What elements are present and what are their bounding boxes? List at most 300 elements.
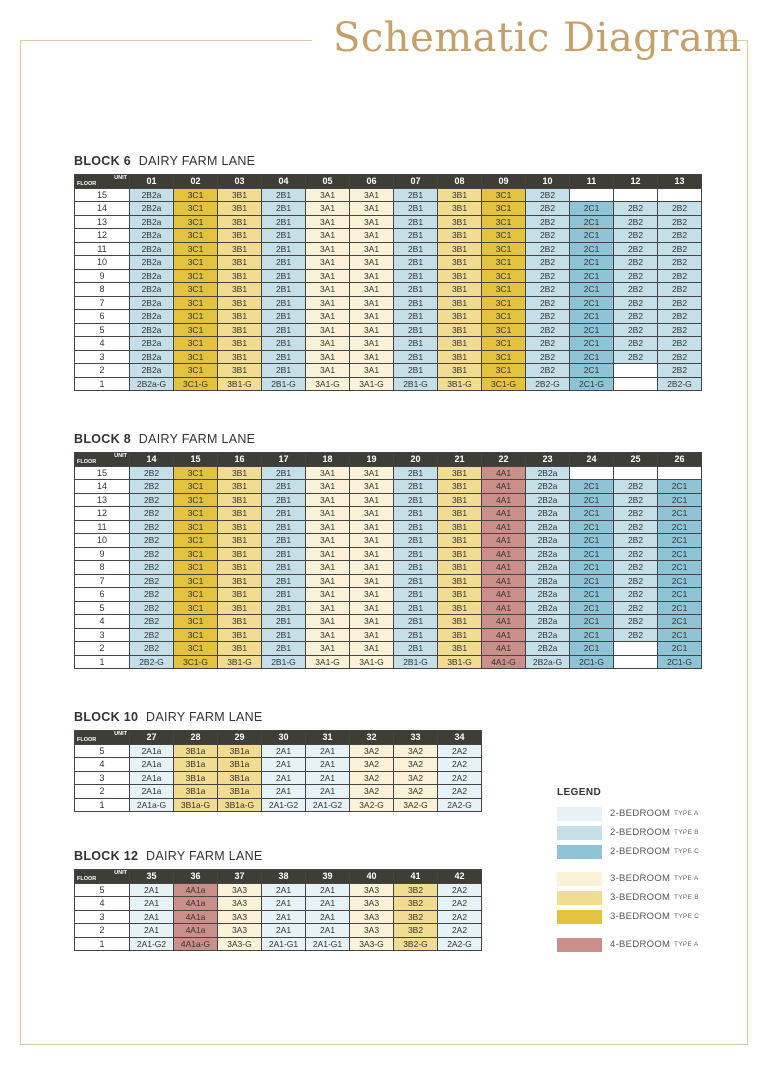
unit-type-cell: 3A2-G	[350, 798, 394, 812]
unit-type-cell: 3A3	[218, 924, 262, 938]
unit-type-cell: 2C1	[658, 480, 702, 494]
unit-type-cell: 2B2	[614, 615, 658, 629]
unit-type-cell: 2B2	[614, 269, 658, 283]
unit-type-cell: 2C1	[570, 364, 614, 378]
floor-row	[75, 377, 702, 391]
floor-row	[75, 615, 702, 629]
floor-number: 15	[75, 466, 130, 480]
unit-type-cell: 2B2	[614, 561, 658, 575]
unit-type-cell: 2B1	[394, 561, 438, 575]
legend-swatch	[557, 891, 602, 905]
unit-type-cell: 3B1	[438, 323, 482, 337]
unit-type-cell: 3C1	[482, 310, 526, 324]
unit-type-cell: 3A1	[350, 574, 394, 588]
unit-type-cell: 2B2	[130, 534, 174, 548]
floor-row	[75, 588, 702, 602]
unit-type-cell: 3C1	[174, 507, 218, 521]
unit-type-cell: 2B2	[658, 296, 702, 310]
unit-type-cell: 2B1	[262, 466, 306, 480]
floor-number: 14	[75, 480, 130, 494]
floor-number: 12	[75, 507, 130, 521]
floor-row	[75, 364, 702, 378]
unit-type-cell: 3B1	[218, 296, 262, 310]
empty-unit-cell	[614, 642, 658, 656]
unit-header-row	[75, 175, 702, 189]
unit-type-cell: 3A1	[350, 520, 394, 534]
unit-number-header: 09	[482, 175, 526, 189]
floor-row	[75, 283, 702, 297]
unit-type-cell: 2B2	[526, 337, 570, 351]
floor-row	[75, 242, 702, 256]
unit-type-cell: 2A1	[306, 771, 350, 785]
floor-number: 7	[75, 574, 130, 588]
unit-type-cell: 3A1	[306, 242, 350, 256]
unit-type-cell: 2C1	[570, 202, 614, 216]
unit-type-cell: 3A1-G	[306, 655, 350, 669]
unit-type-cell: 2B1	[262, 480, 306, 494]
unit-type-cell: 2A2	[438, 758, 482, 772]
unit-type-cell: 2A2	[438, 910, 482, 924]
unit-type-cell: 2B2a	[130, 296, 174, 310]
unit-type-cell: 4A1	[482, 534, 526, 548]
unit-type-cell: 2B2a	[526, 615, 570, 629]
block-street: DAIRY FARM LANE	[138, 432, 256, 446]
unit-type-cell: 3B1	[438, 242, 482, 256]
unit-type-cell: 2B2a	[130, 269, 174, 283]
unit-type-cell: 3C1	[482, 296, 526, 310]
unit-type-cell: 3B1	[218, 215, 262, 229]
unit-type-cell: 3B1a	[218, 758, 262, 772]
floor-row	[75, 937, 482, 951]
legend-label: 4-BEDROOM	[610, 939, 671, 950]
legend-swatch	[557, 910, 602, 924]
unit-type-cell: 2B2a	[130, 215, 174, 229]
block-title	[74, 710, 263, 724]
empty-unit-cell	[614, 188, 658, 202]
unit-type-cell: 3B1	[218, 547, 262, 561]
unit-type-cell: 2A2	[438, 883, 482, 897]
unit-type-cell: 3A1	[350, 283, 394, 297]
unit-type-cell: 2B2	[658, 283, 702, 297]
unit-type-cell: 2B2a	[526, 601, 570, 615]
floor-number: 8	[75, 561, 130, 575]
unit-type-cell: 3B1	[218, 480, 262, 494]
unit-type-cell: 2B2a	[130, 229, 174, 243]
block-title	[74, 154, 255, 168]
unit-type-cell: 2C1	[658, 588, 702, 602]
unit-type-cell: 2B2a	[130, 256, 174, 270]
unit-type-cell: 2C1	[658, 642, 702, 656]
unit-type-cell: 2B2	[614, 229, 658, 243]
unit-type-cell: 2B1	[262, 601, 306, 615]
unit-type-cell: 4A1	[482, 601, 526, 615]
legend-label: 3-BEDROOM	[610, 873, 671, 884]
floor-row	[75, 296, 702, 310]
unit-type-cell: 2A1	[262, 924, 306, 938]
unit-number-header: 03	[218, 175, 262, 189]
unit-type-cell: 2B2a	[526, 628, 570, 642]
unit-type-cell: 2C1-G	[570, 655, 614, 669]
unit-type-cell: 2B2	[614, 296, 658, 310]
legend-type: TYPE A	[674, 875, 699, 882]
unit-type-cell: 3B1	[438, 615, 482, 629]
floor-row	[75, 883, 482, 897]
unit-type-cell: 3A1	[350, 547, 394, 561]
unit-type-cell: 3B1	[218, 520, 262, 534]
unit-type-cell: 2B2	[614, 601, 658, 615]
unit-type-cell: 2B1	[394, 269, 438, 283]
unit-type-cell: 4A1	[482, 628, 526, 642]
unit-type-cell: 2C1	[658, 615, 702, 629]
floor-unit-corner-header	[75, 453, 130, 467]
unit-type-cell: 2B2a	[526, 480, 570, 494]
unit-type-cell: 3C1	[482, 188, 526, 202]
unit-type-cell: 2B2	[526, 188, 570, 202]
empty-unit-cell	[614, 466, 658, 480]
floor-row	[75, 771, 482, 785]
unit-type-cell: 3C1	[174, 215, 218, 229]
block-10-schedule-table	[74, 730, 482, 812]
unit-type-cell: 2B2	[614, 242, 658, 256]
unit-type-cell: 3A2-G	[394, 798, 438, 812]
empty-unit-cell	[614, 364, 658, 378]
unit-type-cell: 2B2	[130, 601, 174, 615]
unit-type-cell: 3C1	[174, 202, 218, 216]
unit-type-cell: 3A3	[350, 924, 394, 938]
unit-type-cell: 2B1	[262, 615, 306, 629]
unit-type-cell: 3A2	[394, 785, 438, 799]
unit-type-cell: 3C1	[174, 601, 218, 615]
unit-number-header: 15	[174, 453, 218, 467]
unit-type-cell: 3C1	[174, 520, 218, 534]
unit-type-cell: 3B1	[438, 480, 482, 494]
unit-type-cell: 3B1	[218, 229, 262, 243]
unit-number-header: 14	[130, 453, 174, 467]
unit-type-cell: 3A1	[306, 466, 350, 480]
unit-type-cell: 3B1	[438, 561, 482, 575]
unit-type-cell: 3A1	[306, 269, 350, 283]
unit-type-cell: 2B1	[262, 337, 306, 351]
unit-number-header: 19	[350, 453, 394, 467]
floor-number: 2	[75, 642, 130, 656]
unit-type-cell: 2B1	[394, 215, 438, 229]
unit-type-cell: 3B1	[218, 507, 262, 521]
unit-number-header: 38	[262, 870, 306, 884]
unit-type-cell: 3C1	[482, 215, 526, 229]
legend-type: TYPE B	[674, 894, 699, 901]
unit-type-cell: 2B2a	[526, 574, 570, 588]
unit-type-cell: 2A1a-G	[130, 798, 174, 812]
unit-type-cell: 3B1	[438, 256, 482, 270]
unit-type-cell: 3C1	[174, 269, 218, 283]
unit-type-cell: 3A1	[306, 337, 350, 351]
unit-type-cell: 3A1-G	[350, 377, 394, 391]
unit-type-cell: 2B1	[394, 615, 438, 629]
unit-type-cell: 2C1	[570, 642, 614, 656]
unit-number-header: 07	[394, 175, 438, 189]
floor-row	[75, 534, 702, 548]
floor-number: 1	[75, 655, 130, 669]
block-12-schedule-table	[74, 869, 482, 951]
unit-type-cell: 2B1	[262, 493, 306, 507]
unit-type-cell: 2B2	[526, 310, 570, 324]
unit-number-header: 25	[614, 453, 658, 467]
floor-axis-label: FLOOR	[77, 875, 97, 882]
unit-type-cell: 2B1	[262, 310, 306, 324]
unit-type-cell: 2B2-G	[526, 377, 570, 391]
unit-type-cell: 3A1	[350, 215, 394, 229]
legend-type: TYPE B	[674, 829, 699, 836]
unit-type-cell: 3A1	[350, 642, 394, 656]
legend-label: 2-BEDROOM	[610, 827, 671, 838]
unit-type-cell: 3A1-G	[306, 377, 350, 391]
floor-number: 5	[75, 883, 130, 897]
unit-number-header: 35	[130, 870, 174, 884]
unit-type-cell: 3A3	[218, 897, 262, 911]
unit-type-cell: 2B1	[394, 350, 438, 364]
floor-row	[75, 323, 702, 337]
unit-type-cell: 3C1	[174, 283, 218, 297]
unit-type-cell: 2B2	[658, 215, 702, 229]
floor-number: 3	[75, 628, 130, 642]
unit-number-header: 11	[570, 175, 614, 189]
unit-type-cell: 3C1-G	[174, 377, 218, 391]
floor-row	[75, 924, 482, 938]
block-8-schedule-table	[74, 452, 702, 669]
unit-type-cell: 2C1	[570, 547, 614, 561]
unit-type-cell: 2B1	[262, 350, 306, 364]
unit-type-cell: 3B1	[438, 601, 482, 615]
unit-type-cell: 3A1	[306, 188, 350, 202]
unit-number-header: 01	[130, 175, 174, 189]
unit-type-cell: 2A1	[306, 758, 350, 772]
floor-number: 3	[75, 771, 130, 785]
floor-number: 4	[75, 337, 130, 351]
floor-row	[75, 188, 702, 202]
unit-type-cell: 3C1	[174, 628, 218, 642]
legend-swatch	[557, 845, 602, 859]
unit-type-cell: 2A1	[262, 744, 306, 758]
floor-number: 3	[75, 910, 130, 924]
unit-type-cell: 3A1	[306, 642, 350, 656]
legend-type: TYPE A	[674, 941, 699, 948]
unit-type-cell: 3A1	[306, 588, 350, 602]
unit-type-cell: 3C1	[174, 588, 218, 602]
floor-number: 11	[75, 520, 130, 534]
unit-type-cell: 2B1	[262, 188, 306, 202]
floor-number: 8	[75, 283, 130, 297]
floor-row	[75, 655, 702, 669]
unit-type-cell: 3C1	[482, 256, 526, 270]
unit-type-cell: 2A1	[306, 924, 350, 938]
unit-type-cell: 2C1	[570, 507, 614, 521]
empty-unit-cell	[658, 188, 702, 202]
unit-type-cell: 2B2	[614, 310, 658, 324]
unit-type-cell: 2B1	[394, 480, 438, 494]
floor-row	[75, 785, 482, 799]
floor-row	[75, 229, 702, 243]
unit-number-header: 17	[262, 453, 306, 467]
unit-type-cell: 3B1	[438, 534, 482, 548]
block-name: BLOCK 6	[74, 154, 131, 168]
unit-type-cell: 2B1	[394, 520, 438, 534]
unit-type-cell: 2B2	[526, 256, 570, 270]
unit-type-cell: 3C1	[174, 350, 218, 364]
unit-type-cell: 3A1	[306, 520, 350, 534]
unit-type-cell: 2A1-G1	[262, 937, 306, 951]
unit-type-cell: 2C1	[658, 493, 702, 507]
unit-type-cell: 2B1	[262, 323, 306, 337]
unit-type-cell: 2B2	[526, 215, 570, 229]
unit-number-header: 26	[658, 453, 702, 467]
unit-type-cell: 2A1	[130, 910, 174, 924]
unit-type-cell: 3C1	[482, 364, 526, 378]
unit-type-cell: 3B1	[218, 269, 262, 283]
unit-type-cell: 3B1-G	[438, 655, 482, 669]
unit-type-cell: 2B2a	[526, 588, 570, 602]
unit-type-cell: 2A1	[130, 883, 174, 897]
empty-unit-cell	[658, 466, 702, 480]
unit-type-cell: 3A1	[306, 283, 350, 297]
unit-type-cell: 3B1	[438, 229, 482, 243]
floor-row	[75, 910, 482, 924]
unit-type-cell: 3B1a	[174, 771, 218, 785]
floor-row	[75, 744, 482, 758]
unit-type-cell: 2B2	[614, 588, 658, 602]
unit-type-cell: 2B1	[394, 588, 438, 602]
unit-type-cell: 3A1	[350, 628, 394, 642]
unit-type-cell: 2B1	[262, 229, 306, 243]
unit-type-cell: 3A1	[306, 493, 350, 507]
floor-number: 6	[75, 588, 130, 602]
unit-type-cell: 3A1	[306, 323, 350, 337]
unit-type-cell: 3B1	[438, 364, 482, 378]
unit-type-cell: 3B1	[218, 323, 262, 337]
unit-type-cell: 3A1	[306, 601, 350, 615]
floor-row	[75, 215, 702, 229]
unit-type-cell: 2B2a	[526, 547, 570, 561]
unit-type-cell: 3B1	[218, 242, 262, 256]
unit-type-cell: 2B2	[130, 507, 174, 521]
unit-type-cell: 2B2	[526, 229, 570, 243]
unit-type-cell: 3B1	[218, 628, 262, 642]
unit-type-cell: 2B1	[262, 547, 306, 561]
unit-type-cell: 4A1	[482, 561, 526, 575]
unit-type-cell: 2B2	[614, 256, 658, 270]
unit-type-cell: 2A2	[438, 771, 482, 785]
unit-type-cell: 4A1	[482, 547, 526, 561]
unit-type-cell: 3C1	[174, 466, 218, 480]
unit-type-cell: 4A1	[482, 507, 526, 521]
floor-number: 1	[75, 937, 130, 951]
unit-header-row	[75, 870, 482, 884]
unit-type-cell: 2C1	[658, 547, 702, 561]
unit-type-cell: 3B1	[438, 350, 482, 364]
floor-number: 4	[75, 758, 130, 772]
unit-type-cell: 3A2	[350, 771, 394, 785]
unit-type-cell: 3C1	[482, 229, 526, 243]
unit-type-cell: 2A1	[262, 883, 306, 897]
unit-type-cell: 3A1	[306, 561, 350, 575]
unit-type-cell: 2A1a	[130, 771, 174, 785]
empty-unit-cell	[570, 188, 614, 202]
unit-type-cell: 2C1-G	[658, 655, 702, 669]
unit-number-header: 34	[438, 731, 482, 745]
unit-type-cell: 2B2	[130, 466, 174, 480]
unit-type-cell: 2B1	[394, 337, 438, 351]
unit-type-cell: 2B2a	[526, 493, 570, 507]
unit-type-cell: 3B1	[218, 642, 262, 656]
unit-type-cell: 3A3	[218, 883, 262, 897]
unit-type-cell: 2B2	[658, 323, 702, 337]
unit-type-cell: 2B1	[262, 202, 306, 216]
unit-type-cell: 2B2	[614, 202, 658, 216]
floor-row	[75, 337, 702, 351]
unit-type-cell: 3A1	[350, 480, 394, 494]
unit-type-cell: 2B1	[262, 507, 306, 521]
floor-row	[75, 628, 702, 642]
unit-type-cell: 2B1	[394, 601, 438, 615]
unit-type-cell: 2B2	[614, 628, 658, 642]
unit-type-cell: 3B1	[218, 256, 262, 270]
unit-type-cell: 2B1	[262, 628, 306, 642]
unit-header-row	[75, 731, 482, 745]
unit-number-header: 39	[306, 870, 350, 884]
unit-type-cell: 3B1	[438, 520, 482, 534]
unit-type-cell: 2C1	[570, 520, 614, 534]
unit-type-cell: 3B2-G	[394, 937, 438, 951]
unit-type-cell: 3A1	[350, 202, 394, 216]
unit-type-cell: 2B2	[614, 323, 658, 337]
unit-type-cell: 2C1	[570, 588, 614, 602]
unit-type-cell: 3A2	[394, 744, 438, 758]
unit-type-cell: 4A1a	[174, 910, 218, 924]
unit-type-cell: 3A1	[306, 507, 350, 521]
unit-type-cell: 4A1	[482, 520, 526, 534]
unit-type-cell: 2C1	[570, 269, 614, 283]
floor-axis-label: FLOOR	[77, 180, 97, 187]
unit-type-cell: 4A1a-G	[174, 937, 218, 951]
unit-type-cell: 2C1	[658, 534, 702, 548]
unit-type-cell: 2A2	[438, 924, 482, 938]
unit-type-cell: 2A1a	[130, 785, 174, 799]
unit-type-cell: 2B2	[658, 229, 702, 243]
unit-type-cell: 2B2a	[130, 283, 174, 297]
unit-number-header: 29	[218, 731, 262, 745]
unit-type-cell: 2B2	[614, 547, 658, 561]
unit-type-cell: 2B1	[394, 364, 438, 378]
unit-type-cell: 2B2	[130, 628, 174, 642]
unit-type-cell: 4A1	[482, 615, 526, 629]
unit-type-cell: 3B2	[394, 883, 438, 897]
unit-type-cell: 2C1	[658, 520, 702, 534]
unit-number-header: 32	[350, 731, 394, 745]
floor-number: 13	[75, 493, 130, 507]
legend-swatch	[557, 938, 602, 952]
unit-type-cell: 2C1	[658, 561, 702, 575]
unit-number-header: 06	[350, 175, 394, 189]
unit-type-cell: 2B2a	[130, 337, 174, 351]
unit-type-cell: 3A1	[350, 350, 394, 364]
unit-type-cell: 3A1	[350, 466, 394, 480]
unit-number-header: 28	[174, 731, 218, 745]
unit-type-cell: 3C1	[482, 242, 526, 256]
unit-type-cell: 2B1	[394, 296, 438, 310]
unit-type-cell: 2B1-G	[262, 377, 306, 391]
floor-number: 14	[75, 202, 130, 216]
unit-type-cell: 3C1	[174, 337, 218, 351]
unit-type-cell: 2B2	[130, 480, 174, 494]
